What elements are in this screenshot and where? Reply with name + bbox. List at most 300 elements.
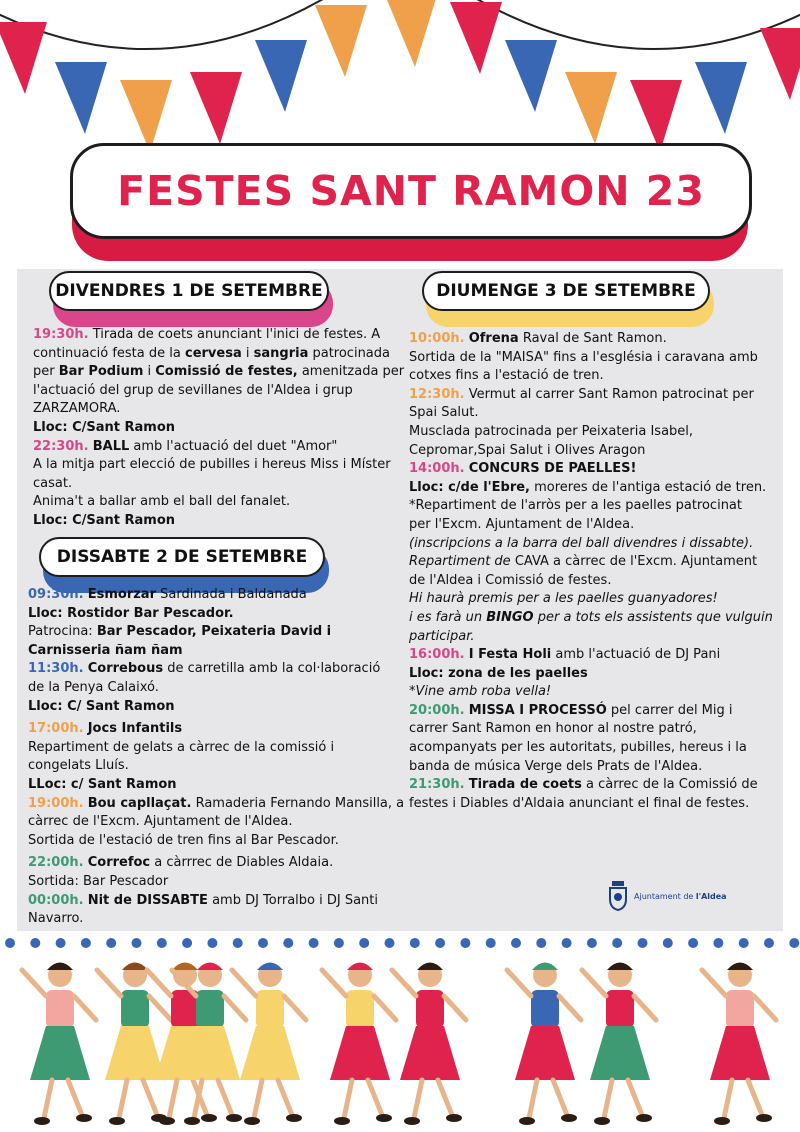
divider-dot <box>739 938 749 948</box>
event-text: 09:30h. <box>28 587 84 602</box>
event-text: Ofrena <box>468 331 519 346</box>
sunday-event-line <box>409 609 773 628</box>
dancer-top <box>196 990 224 1028</box>
dancer-arm <box>74 996 96 1020</box>
event-text: Navarro. <box>28 911 84 927</box>
dancer-leg <box>68 1080 82 1115</box>
event-text: 00:00h. <box>28 892 84 908</box>
event-text: per a tots els assistents que vulguin <box>533 609 773 625</box>
dancer-arm <box>702 970 726 996</box>
saturday-event-line <box>28 623 378 642</box>
sunday-event-line <box>409 646 754 665</box>
dancer-figure <box>507 963 581 1126</box>
dancer-bottom <box>240 1026 300 1080</box>
friday-event-line <box>33 419 373 438</box>
divider-dot <box>486 938 496 948</box>
saturday-event-line <box>28 795 405 814</box>
event-text: Hi haurà premis per a les paelles guanyadores! <box>409 591 718 607</box>
sunday-event-line <box>409 367 754 386</box>
friday-event-line <box>33 512 373 531</box>
event-text: 19:00h. <box>28 795 84 811</box>
event-text: BALL <box>92 438 130 454</box>
sunday-heading-label: DIUMENGE 3 DE SETEMBRE <box>422 271 710 311</box>
divider-dot <box>511 938 521 948</box>
divider-dot <box>56 938 66 948</box>
dancer-shoe <box>714 1117 730 1125</box>
dancer-bottom <box>590 1026 650 1080</box>
event-text: ZARZAMORA. <box>33 401 121 417</box>
dancer-shoe <box>34 1117 50 1125</box>
pennant-flag <box>695 62 747 134</box>
sunday-event-line <box>409 423 754 442</box>
divider-dot <box>536 938 546 948</box>
divider-dot <box>132 938 142 948</box>
sunday-event-line <box>409 479 767 498</box>
dancer-arm <box>232 970 256 996</box>
event-text: 16:00h. <box>409 647 465 663</box>
town-council-town: l'Aldea <box>695 891 727 901</box>
divider-dot <box>283 938 293 948</box>
dancer-shoe <box>561 1114 577 1122</box>
dancer-arm <box>754 996 776 1020</box>
event-text: 14:00h. <box>409 461 465 477</box>
event-text: 20:00h. <box>409 702 465 718</box>
dancer-leg <box>628 1080 642 1115</box>
event-text: participar. <box>409 628 475 644</box>
saturday-event-line <box>28 642 378 661</box>
dancer-hair <box>532 963 558 971</box>
pennant-flag <box>190 72 242 144</box>
sunday-event-line <box>409 442 754 461</box>
dancer-leg <box>119 1080 127 1118</box>
event-text: 21:30h. <box>409 777 465 793</box>
dancer-leg <box>254 1080 262 1118</box>
event-text: 19:30h. <box>33 327 89 342</box>
divider-dot <box>435 938 445 948</box>
dancer-figure <box>232 963 306 1126</box>
dancer-figure <box>392 963 466 1126</box>
event-text: pel carrer del Mig i <box>606 702 733 718</box>
dancer-arm <box>582 970 606 996</box>
dancers-illustration <box>0 950 800 1132</box>
pennant-flag <box>55 62 107 134</box>
dancer-shoe <box>286 1114 302 1122</box>
pennant-flag <box>120 80 172 150</box>
event-text: Bar Pescador, Peixateria David i <box>96 624 332 640</box>
dancer-shoe <box>636 1114 652 1122</box>
divider-dot <box>309 938 319 948</box>
divider-dot <box>106 938 116 948</box>
dancer-figure <box>702 963 776 1126</box>
event-text: 22:30h. <box>33 438 89 454</box>
saturday-event-line <box>28 813 378 832</box>
title-box <box>70 143 752 239</box>
saturday-event-line <box>28 910 378 929</box>
saturday-event-line <box>28 679 378 698</box>
event-text: amb l'actuació del duet "Amor" <box>129 438 338 454</box>
event-text: 10:00h. <box>409 331 465 346</box>
saturday-heading-label: DISSABTE 2 DE SETEMBRE <box>39 537 325 577</box>
event-text: Esmorzar <box>87 587 156 602</box>
friday-event-line <box>33 345 390 364</box>
dancer-leg <box>143 1080 157 1115</box>
divider-dot <box>789 938 799 948</box>
sunday-event-line <box>409 628 754 647</box>
town-council-prefix: Ajuntament de <box>634 891 696 901</box>
event-text: CONCURS DE PAELLES! <box>468 461 637 477</box>
dancer-top <box>256 990 284 1028</box>
saturday-event-line <box>28 698 378 717</box>
sunday-heading <box>422 271 710 323</box>
divider-dot <box>182 938 192 948</box>
event-text: acompanyats per les autoritats, pubilles, hereus i la <box>409 740 747 756</box>
pennant-flag <box>565 72 617 144</box>
dancer-leg <box>529 1080 537 1118</box>
town-council-logo <box>608 878 738 914</box>
saturday-event-line <box>28 605 378 624</box>
event-text: l'actuació del grup de sevillanes de l'Aldea i grup <box>33 382 353 398</box>
event-text: Anima't a ballar amb el ball del fanalet. <box>33 494 291 510</box>
dancer-leg <box>414 1080 422 1118</box>
friday-event-line <box>33 475 373 494</box>
sunday-event-line <box>409 553 758 572</box>
event-text: continuació festa de la <box>33 345 185 361</box>
event-text: 11:30h. <box>28 661 84 677</box>
event-text: Comissió de festes, <box>155 364 298 380</box>
friday-event-line <box>33 382 373 401</box>
sunday-event-line <box>409 590 754 609</box>
sunday-event-line <box>409 683 754 702</box>
friday-heading-label: DIVENDRES 1 DE SETEMBRE <box>49 271 329 311</box>
dancer-shoe <box>334 1117 350 1125</box>
dancer-shoe <box>594 1117 610 1125</box>
dancer-bottom <box>400 1026 460 1080</box>
dancer-hair <box>47 963 73 971</box>
event-text: Lloc: c/de l'Ebre, <box>409 479 530 495</box>
sunday-event-line <box>409 460 754 479</box>
dancer-figure <box>322 963 396 1126</box>
sunday-event-line <box>409 758 754 777</box>
divider-dot <box>688 938 698 948</box>
event-text: moreres de l'antiga estació de tren. <box>530 479 767 495</box>
dancer-arm <box>559 996 581 1020</box>
event-text: per l'Excm. Ajuntament de l'Aldea. <box>409 516 635 532</box>
sunday-event-line <box>409 497 754 516</box>
event-text: Musclada patrocinada per Peixateria Isabel, <box>409 423 694 439</box>
title-banner <box>70 143 750 263</box>
event-text: de l'Aldea i Comissió de festes. <box>409 572 612 588</box>
friday-event-line <box>33 326 381 345</box>
dancer-hair <box>607 963 633 971</box>
dancer-arm <box>392 970 416 996</box>
dancer-arm <box>224 996 246 1020</box>
dancer-leg <box>748 1080 762 1115</box>
sunday-event-line <box>409 516 754 535</box>
dancer-shoe <box>376 1114 392 1122</box>
event-text: 17:00h. <box>28 721 84 737</box>
dancer-shoe <box>226 1114 242 1122</box>
event-text: Repartiment de gelats a càrrec de la comissió i <box>28 739 335 755</box>
divider-dot <box>157 938 167 948</box>
friday-event-line <box>33 456 391 475</box>
event-text: i <box>241 345 254 361</box>
dancer-leg <box>44 1080 52 1118</box>
event-text: LLoc: c/ Sant Ramon <box>28 776 177 792</box>
dancer-bottom <box>105 1026 165 1080</box>
event-text: 12:30h. <box>409 386 465 402</box>
event-text: Bou capllaçat. <box>87 795 192 811</box>
dancer-leg <box>438 1080 452 1115</box>
event-text: *Vine amb roba vella! <box>409 684 552 700</box>
pennant-flag <box>630 80 682 150</box>
event-text: cotxes fins a l'estació de tren. <box>409 368 604 384</box>
event-text: i <box>143 364 156 380</box>
dancer-arm <box>147 970 171 996</box>
pennant-flag <box>760 28 800 100</box>
town-council-name <box>634 892 727 901</box>
divider-dot <box>562 938 572 948</box>
event-text: I Festa Holi <box>468 647 552 663</box>
divider-dot <box>460 938 470 948</box>
divider-dot <box>713 938 723 948</box>
event-text: Lloc: C/ Sant Ramon <box>28 698 175 714</box>
event-text: Lloc: Rostidor Bar Pescador. <box>28 605 234 621</box>
dancer-top <box>346 990 374 1028</box>
event-text: Correfoc <box>87 855 151 871</box>
event-text: a càrrrec de Diables Aldaia. <box>150 855 334 871</box>
event-text: MISSA I PROCESSÓ <box>468 702 607 718</box>
divider-dot <box>258 938 268 948</box>
dancer-leg <box>604 1080 612 1118</box>
event-text: carrer Sant Ramon en honor al nostre patró, <box>409 721 697 737</box>
friday-heading <box>49 271 329 323</box>
pennant-flag <box>385 0 437 67</box>
sunday-event-line <box>409 665 754 684</box>
dancer-leg <box>218 1080 232 1115</box>
dancer-top <box>726 990 754 1028</box>
divider-dot <box>334 938 344 948</box>
saturday-event-line <box>28 892 378 911</box>
dancer-bottom <box>515 1026 575 1080</box>
dancer-arm <box>149 996 171 1020</box>
dancer-leg <box>368 1080 382 1115</box>
dancer-shoe <box>184 1117 200 1125</box>
event-text: amb l'actuació de DJ Pani <box>551 647 721 663</box>
event-text: per <box>33 364 59 380</box>
divider-dot <box>5 938 15 948</box>
program-panel <box>17 269 783 931</box>
event-text: Lloc: C/Sant Ramon <box>33 419 176 435</box>
event-text: patrocinada <box>308 345 390 361</box>
dancer-shoe <box>76 1114 92 1122</box>
dancer-figure <box>582 963 656 1126</box>
dancer-bottom <box>30 1026 90 1080</box>
dancer-hair <box>172 963 198 971</box>
divider-dot <box>81 938 91 948</box>
pennant-flag <box>315 5 367 77</box>
dancer-leg <box>344 1080 352 1118</box>
event-text: festes i Diables d'Aldaia anunciant el final de festes. <box>409 795 750 811</box>
divider-dot <box>638 938 648 948</box>
friday-event-line <box>33 438 373 457</box>
dancer-arm <box>634 996 656 1020</box>
event-text: Carnisseria ñam ñam <box>28 642 183 658</box>
divider-dot <box>385 938 395 948</box>
dancer-shoe <box>244 1117 260 1125</box>
dancer-bottom <box>330 1026 390 1080</box>
event-text: BINGO <box>486 609 534 625</box>
saturday-event-line <box>28 757 378 776</box>
saturday-event-line <box>28 854 378 873</box>
dancer-shoe <box>446 1114 462 1122</box>
event-text: Raval de Sant Ramon. <box>518 331 667 346</box>
sunday-event-line <box>409 386 754 405</box>
event-text: CAVA a càrrec de l'Excm. Ajuntament <box>514 554 758 570</box>
sunday-event-line <box>409 404 754 423</box>
event-text: Sortida: Bar Pescador <box>28 873 169 889</box>
event-text: casat. <box>33 475 73 491</box>
dancer-leg <box>553 1080 567 1115</box>
dancer-leg <box>278 1080 292 1115</box>
event-text: Vermut al carrer Sant Ramon patrocinat per <box>464 386 754 402</box>
friday-events <box>33 326 405 531</box>
dotted-divider <box>0 936 800 950</box>
event-text: Tirada de coets <box>468 777 582 793</box>
dancer-leg <box>169 1080 177 1118</box>
coat-of-arms-icon <box>608 881 628 911</box>
event-text: de carretilla amb la col·laboració <box>163 661 381 677</box>
dancer-shoe <box>404 1117 420 1125</box>
dancer-hair <box>347 963 373 971</box>
sunday-event-line <box>409 349 758 368</box>
dancer-arm <box>22 970 46 996</box>
sunday-event-line <box>409 776 758 795</box>
saturday-event-line <box>28 832 378 851</box>
dancer-top <box>531 990 559 1028</box>
divider-dot <box>207 938 217 948</box>
dancer-top <box>416 990 444 1028</box>
dancer-bottom <box>710 1026 770 1080</box>
dancer-arm <box>284 996 306 1020</box>
saturday-event-line <box>28 720 378 739</box>
dancer-hair <box>417 963 443 971</box>
dancer-shoe <box>519 1117 535 1125</box>
friday-event-line <box>33 493 373 512</box>
dancer-arm <box>374 996 396 1020</box>
page-title: FESTES SANT RAMON 23 <box>117 167 705 215</box>
sunday-event-line <box>409 739 754 758</box>
event-text: Repartiment de <box>409 554 515 570</box>
event-text: Jocs Infantils <box>87 721 183 737</box>
event-text: Tirada de coets anunciant l'inici de festes. A <box>88 327 381 342</box>
event-text: Ramaderia Fernando Mansilla, a <box>191 795 405 811</box>
divider-dot <box>612 938 622 948</box>
dancer-top <box>46 990 74 1028</box>
event-text: Sortida de l'estació de tren fins al Bar Pescador. <box>28 832 339 848</box>
event-text: Sortida de la "MAISA" fins a l'església i caravana amb <box>409 349 758 365</box>
event-text: Nit de DISSABTE <box>87 892 208 908</box>
event-text: (inscripcions a la barra del ball divendres i dissabte). <box>409 535 754 551</box>
pennant-flag <box>450 2 502 74</box>
dancer-shoe <box>159 1117 175 1125</box>
dancer-arm <box>507 970 531 996</box>
sunday-event-line <box>409 572 754 591</box>
pennant-flag <box>505 40 557 112</box>
saturday-event-line <box>28 873 378 892</box>
divider-dot <box>359 938 369 948</box>
sunday-event-line <box>409 702 754 721</box>
event-text: Spai Salut. <box>409 405 479 421</box>
event-text: Lloc: C/Sant Ramon <box>33 512 176 528</box>
event-text: i es farà un <box>409 609 487 625</box>
saturday-event-line <box>28 660 381 679</box>
event-text: càrrec de l'Excm. Ajuntament de l'Aldea. <box>28 814 293 830</box>
dancer-leg <box>724 1080 732 1118</box>
sunday-event-line <box>409 330 754 349</box>
dancer-arm <box>97 970 121 996</box>
divider-dot <box>30 938 40 948</box>
dancer-top <box>121 990 149 1028</box>
event-text: a càrrec de la Comissió de <box>581 777 758 793</box>
dancer-arm <box>322 970 346 996</box>
event-text: banda de música Verge dels Prats de l'Aldea. <box>409 758 703 774</box>
dancer-top <box>606 990 634 1028</box>
friday-event-line <box>33 363 405 382</box>
event-text: Bar Podium <box>58 364 144 380</box>
saturday-heading <box>39 537 325 589</box>
event-text: cervesa <box>184 345 242 361</box>
divider-dot <box>587 938 597 948</box>
event-text: Correbous <box>87 661 164 677</box>
pennant-flag <box>255 40 307 112</box>
dancer-shoe <box>201 1114 217 1122</box>
event-text: sangria <box>253 345 309 361</box>
sunday-event-line <box>409 535 754 554</box>
divider-dot <box>410 938 420 948</box>
divider-dot <box>233 938 243 948</box>
dancer-hair <box>257 963 283 971</box>
dancer-shoe <box>109 1117 125 1125</box>
event-text: Lloc: zona de les paelles <box>409 665 588 681</box>
pennant-flag <box>0 22 47 94</box>
saturday-event-line <box>28 586 378 605</box>
dancer-shoe <box>756 1114 772 1122</box>
saturday-event-line <box>28 739 378 758</box>
friday-event-line <box>33 400 373 419</box>
dancer-hair <box>197 963 223 971</box>
saturday-events <box>28 586 405 929</box>
event-text: *Repartiment de l'arròs per a les paelles patrocinat <box>409 498 742 514</box>
event-text: A la mitja part elecció de pubilles i hereus Miss i Míster <box>33 457 391 473</box>
event-text: Cepromar,Spai Salut i Olives Aragon <box>409 442 646 458</box>
sunday-event-line <box>409 720 754 739</box>
event-text: de la Penya Calaixó. <box>28 679 159 695</box>
sunday-events <box>409 330 773 813</box>
dancer-hair <box>122 963 148 971</box>
event-text: congelats Lluís. <box>28 758 129 774</box>
bunting-decoration <box>0 0 800 150</box>
dancer-arm <box>444 996 466 1020</box>
dancer-hair <box>727 963 753 971</box>
sunday-event-line <box>409 795 754 814</box>
event-text: amb DJ Torralbo i DJ Santi <box>207 892 379 908</box>
dancer-figure <box>22 963 96 1126</box>
saturday-event-line <box>28 776 378 795</box>
event-text: amenitzada per <box>297 364 405 380</box>
divider-dot <box>663 938 673 948</box>
event-text: Sardinada i Baldanada <box>155 587 307 602</box>
event-text: 22:00h. <box>28 855 84 871</box>
